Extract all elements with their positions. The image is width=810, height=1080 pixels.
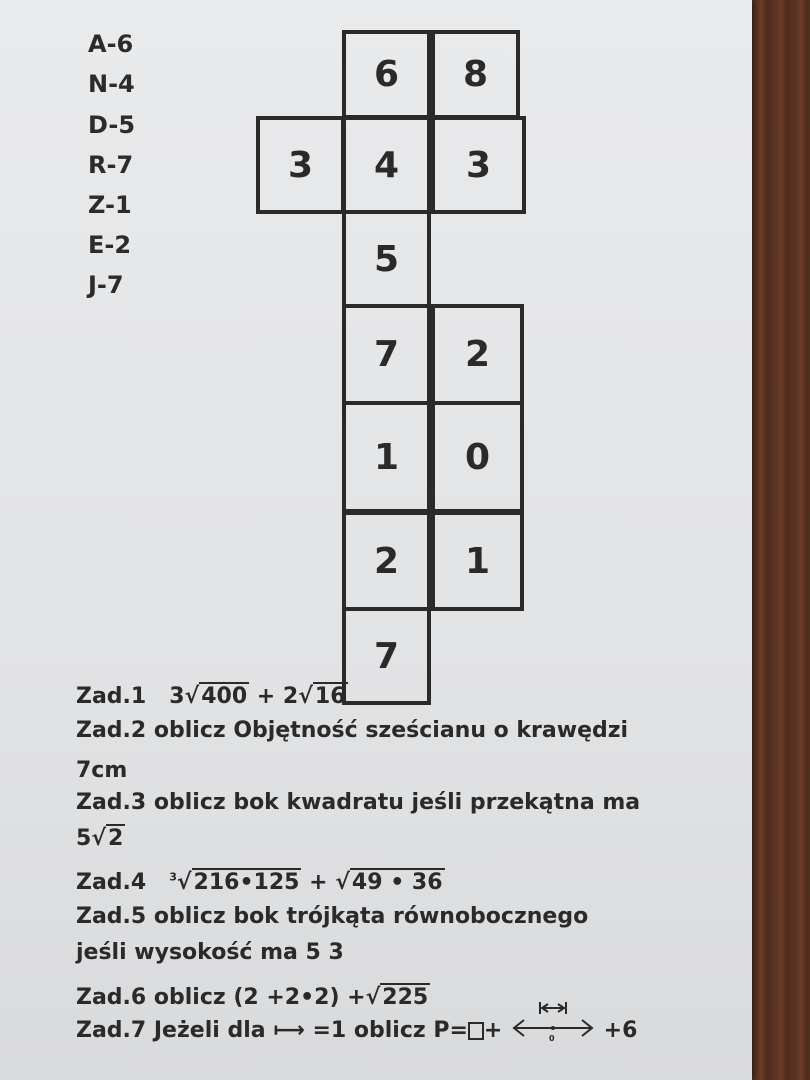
net-cell: 1	[431, 511, 524, 611]
segment-symbol-icon: ⟼	[273, 1018, 305, 1043]
net-cell: 7	[342, 607, 431, 705]
square-symbol-icon	[468, 1022, 484, 1040]
task-7: Zad.7 Jeżeli dla ⟼ =1 oblicz P= + 0 +6	[76, 1018, 637, 1043]
task-2-line-2: 7cm	[76, 758, 128, 783]
key-item: A-6	[88, 30, 134, 58]
net-cell: 2	[342, 511, 431, 611]
net-cell: 7	[342, 304, 431, 405]
net-cell: 6	[342, 30, 431, 119]
task-1: Zad.1 3√400 + 2√16	[76, 684, 346, 709]
key-item: Z-1	[88, 191, 132, 219]
net-cell: 4	[342, 116, 431, 214]
task-2-line-1: Zad.2 oblicz Objętność sześcianu o krawędzi	[76, 718, 629, 743]
task-3-line-1: Zad.3 oblicz bok kwadratu jeśli przekątna ma	[76, 790, 641, 815]
net-cell: 2	[431, 304, 524, 405]
task-6: Zad.6 oblicz (2 +2•2) +√225	[76, 985, 429, 1010]
net-cell: 1	[342, 401, 431, 513]
key-item: D-5	[88, 111, 136, 139]
task-5-line-2: jeśli wysokość ma 5 3	[76, 940, 344, 965]
key-item: J-7	[88, 271, 124, 299]
key-item: E-2	[88, 231, 132, 259]
net-cell: 5	[342, 210, 431, 308]
net-cell: 0	[431, 401, 524, 513]
number-line-symbol-icon: 0	[510, 1020, 596, 1042]
net-cell: 8	[431, 30, 520, 119]
task-3-value: 5√2	[76, 826, 124, 851]
task-5-line-1: Zad.5 oblicz bok trójkąta równobocznego	[76, 904, 589, 929]
net-cell: 3	[256, 116, 345, 214]
task-4: Zad.4 $^3$√216•125 + √49 • 36	[76, 870, 443, 895]
key-item: R-7	[88, 151, 134, 179]
key-item: N-4	[88, 70, 135, 98]
net-cell: 3	[431, 116, 526, 214]
